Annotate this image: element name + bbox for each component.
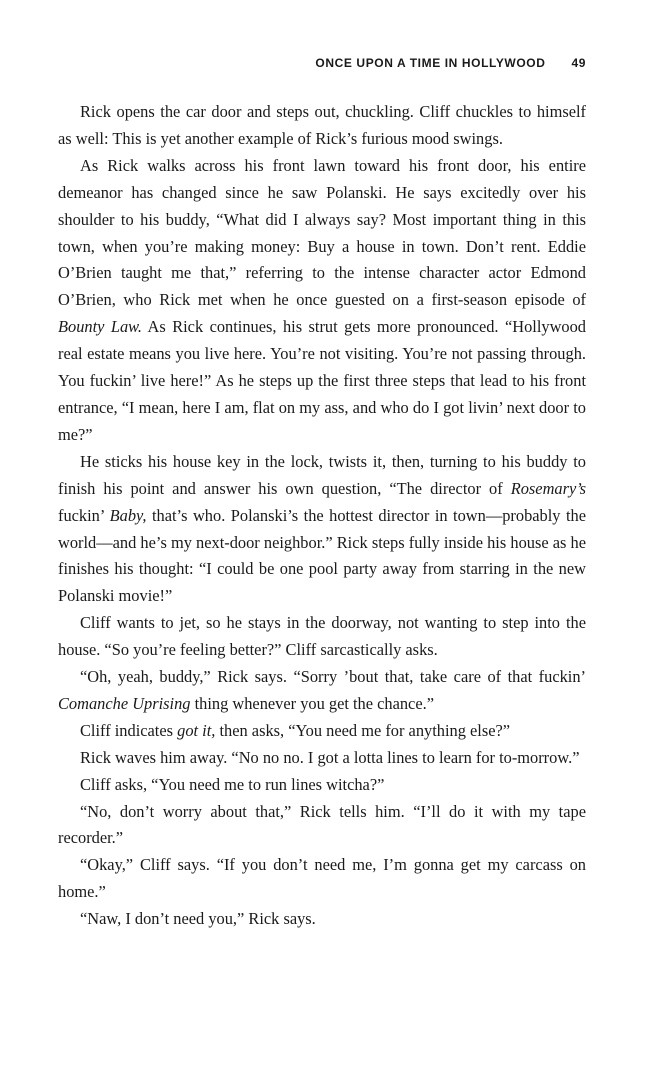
paragraph-text: “Oh, yeah, buddy,” Rick says. “Sorry ’bout that, take care of that fuckin’ [80, 667, 586, 687]
paragraph [58, 772, 586, 799]
italic-title: Bounty Law. [58, 317, 142, 337]
page-number: 49 [571, 56, 586, 70]
paragraph-text: Rick waves him away. “No no no. I got a lotta lines to learn for to-morrow.” [80, 747, 580, 767]
italic-phrase: got it, [177, 720, 216, 740]
italic-title: Rosemary’s [510, 478, 586, 498]
paragraph-text: “No, don’t worry about that,” Rick tells him. “I’ll do it with my tape recorder.” [58, 801, 586, 848]
paragraph [58, 799, 586, 853]
paragraph-text: “Okay,” Cliff says. “If you don’t need me, I’m gonna get my carcass on home.” [58, 855, 586, 902]
italic-title: Baby, [109, 505, 147, 525]
paragraph-text: As Rick continues, his strut gets more pronounced. “Hollywood real estate means you live here. You’re not visiting. You’re not passing through. You fuckin’ live here!” As he steps up the first three steps that lead to his front entrance, “I mean, here I am, flat on my ass, and who do I got livin’ next door to me?” [58, 317, 586, 444]
paragraph [58, 745, 586, 772]
paragraph-text: that’s who. Polanski’s the hottest director in town—probably the world—and he’s my next-door neighbor.” Rick steps fully inside his house as he finishes his thought: “I could be one pool party away from starring in the new Polanski movie!” [58, 505, 586, 606]
body-text [58, 99, 586, 933]
paragraph [58, 449, 586, 610]
paragraph-text: fuckin’ [58, 505, 110, 525]
paragraph [58, 153, 586, 449]
paragraph [58, 664, 586, 718]
paragraph-text: As Rick walks across his front lawn toward his front door, his entire demeanor has changed since he saw Polanski. He says excitedly over his shoulder to his buddy, “What did I always say? Most important thing in this town, when you’re making money: Buy a house in town. Don’t rent. Eddie O’Brien taught me that,” referring to the intense character actor Edmond O’Brien, who Rick met when he once guested on a first-season episode of [58, 155, 586, 310]
paragraph-text: Cliff wants to jet, so he stays in the doorway, not wanting to step into the house. “So you’re feeling better?” Cliff sarcastically asks. [58, 613, 586, 660]
paragraph-text: thing whenever you get the chance.” [190, 693, 434, 713]
paragraph-text: then asks, “You need me for anything else?” [215, 720, 511, 740]
paragraph [58, 852, 586, 906]
running-head-title: ONCE UPON A TIME IN HOLLYWOOD [315, 56, 546, 70]
italic-title: Comanche Uprising [58, 693, 191, 713]
paragraph-text: He sticks his house key in the lock, twists it, then, turning to his buddy to finish his point and answer his own question, “The director of [58, 451, 586, 498]
paragraph-text: “Naw, I don’t need you,” Rick says. [80, 909, 316, 929]
paragraph [58, 718, 586, 745]
paragraph [58, 906, 586, 933]
running-head [315, 56, 586, 70]
paragraph [58, 99, 586, 153]
paragraph-text: Cliff asks, “You need me to run lines witcha?” [80, 774, 385, 794]
paragraph-text: Rick opens the car door and steps out, chuckling. Cliff chuckles to himself as well: This is yet another example of Rick’s furious mood swings. [58, 102, 586, 148]
paragraph-text: Cliff indicates [80, 720, 178, 740]
paragraph [58, 610, 586, 664]
